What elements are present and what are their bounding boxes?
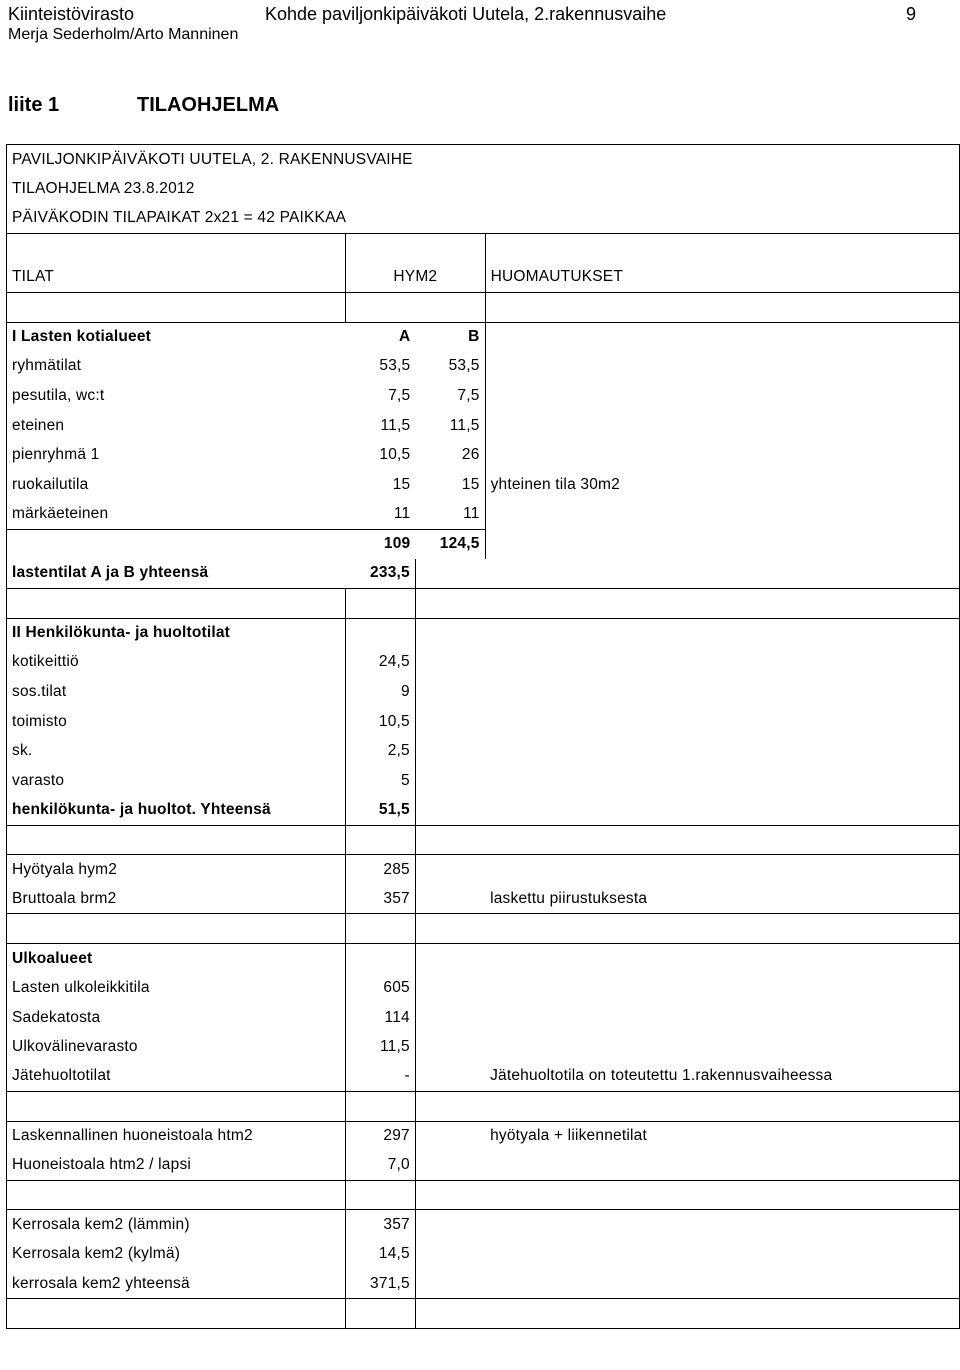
value-b: 7,5 [457, 387, 480, 405]
row-value: 357 [346, 1210, 416, 1240]
row-name: toimisto [7, 707, 346, 737]
row-name: kerrosala kem2 yhteensä [7, 1269, 346, 1299]
table-row [7, 381, 960, 411]
row-name: Kerrosala kem2 (kylmä) [7, 1239, 346, 1269]
table-row [7, 352, 960, 382]
section-header-row [7, 322, 960, 352]
table-date-title: TILAOHJELMA 23.8.2012 [7, 174, 960, 204]
section-header-row [7, 618, 960, 648]
row-name: varasto [7, 766, 346, 796]
value-a: 7,5 [388, 387, 411, 405]
row-name: Hyötyala hym2 [7, 855, 346, 885]
row-note: Jätehuoltotila on toteutettu 1.rakennusvaiheessa [485, 1062, 959, 1092]
spacer-row [7, 1180, 960, 1210]
table-row [7, 1121, 960, 1151]
row-name: ruokailutila [7, 470, 346, 500]
value-b: 11,5 [449, 416, 480, 434]
table-row [7, 470, 960, 500]
row-value: 7,0 [346, 1151, 416, 1181]
value-b: 53,5 [448, 357, 480, 375]
row-note [485, 500, 959, 530]
total-value: 51,5 [346, 796, 416, 826]
spacer-row [7, 1092, 960, 1122]
table-row [7, 736, 960, 766]
header-org: Kiinteistövirasto [8, 4, 135, 24]
row-note [485, 1032, 959, 1062]
row-name: Jätehuoltotilat [7, 1062, 346, 1092]
row-name: pesutila, wc:t [7, 381, 346, 411]
spacer-row [7, 825, 960, 855]
value-a: 53,5 [379, 357, 411, 375]
value-b: 11 [463, 505, 480, 523]
appendix-title: TILAOHJELMA [137, 94, 280, 116]
table-row [7, 677, 960, 707]
row-name: ryhmätilat [7, 352, 346, 382]
row-name: kotikeittiö [7, 648, 346, 678]
row-value: 9 [346, 677, 416, 707]
row-name: Lasten ulkoleikkitila [7, 973, 346, 1003]
row-name: Ulkovälinevarasto [7, 1032, 346, 1062]
row-value: 285 [346, 855, 416, 885]
row-value: 371,5 [346, 1269, 416, 1299]
header-subject: Kohde paviljonkipäiväkoti Uutela, 2.rakennusvaihe [265, 4, 667, 24]
row-name: sos.tilat [7, 677, 346, 707]
col-header-huomautukset: HUOMAUTUKSET [485, 263, 959, 293]
table-row [7, 1210, 960, 1240]
row-name: Laskennallinen huoneistoala htm2 [7, 1121, 346, 1151]
spacer-row [7, 1299, 960, 1329]
col-header-tilat: TILAT [7, 263, 346, 293]
row-note: yhteinen tila 30m2 [485, 470, 959, 500]
value-b: 26 [461, 446, 480, 464]
value-a: 11,5 [380, 416, 411, 434]
row-name: Kerrosala kem2 (lämmin) [7, 1210, 346, 1240]
spacer-row [7, 233, 960, 263]
row-note [485, 440, 959, 470]
spacer-row [7, 292, 960, 322]
table-row [7, 1032, 960, 1062]
appendix-label: liite 1 [8, 94, 60, 116]
subtotal-row [7, 529, 960, 559]
table-row [7, 707, 960, 737]
table-row [7, 1062, 960, 1092]
value-a: 10,5 [379, 446, 411, 464]
table-row [7, 973, 960, 1003]
table-row [7, 1151, 960, 1181]
row-value: 14,5 [346, 1239, 416, 1269]
table-row [7, 884, 960, 914]
row-name: Sadekatosta [7, 1003, 346, 1033]
table-row [7, 500, 960, 530]
row-note [485, 973, 959, 1003]
table-row [7, 855, 960, 885]
row-value: - [346, 1062, 416, 1092]
section-title: I Lasten kotialueet [7, 322, 346, 352]
page-number: 9 [906, 4, 917, 24]
table-title: PAVILJONKIPÄIVÄKOTI UUTELA, 2. RAKENNUSVAIHE [7, 145, 960, 175]
row-name: sk. [7, 736, 346, 766]
value-a: 11 [393, 505, 411, 523]
row-value: 11,5 [346, 1032, 416, 1062]
row-value: 297 [346, 1121, 416, 1151]
row-note [485, 1003, 959, 1033]
col-a-label: A [346, 322, 416, 352]
table-row [7, 1269, 960, 1299]
row-value: 114 [346, 1003, 416, 1033]
table-row [7, 766, 960, 796]
total-row [7, 559, 960, 589]
row-note [485, 352, 959, 382]
table-row [7, 411, 960, 441]
row-name: märkäeteinen [7, 500, 346, 530]
total-label: lastentilat A ja B yhteensä [7, 559, 346, 589]
subtotal-b: 124,5 [415, 529, 485, 559]
row-value: 24,5 [346, 648, 416, 678]
spacer-row [7, 914, 960, 944]
row-value: 10,5 [346, 707, 416, 737]
value-a: 15 [392, 475, 411, 493]
row-value: 5 [346, 766, 416, 796]
title-row [7, 204, 960, 234]
table-row [7, 648, 960, 678]
table-row [7, 440, 960, 470]
table-row [7, 1003, 960, 1033]
row-value: 357 [346, 884, 416, 914]
total-row [7, 796, 960, 826]
value-b: 15 [461, 475, 480, 493]
row-note: laskettu piirustuksesta [485, 884, 959, 914]
col-header-hym2: HYM2 [346, 263, 485, 293]
row-note [485, 381, 959, 411]
title-row [7, 174, 960, 204]
title-row [7, 145, 960, 175]
subtotal-a: 109 [346, 529, 416, 559]
table-row [7, 1239, 960, 1269]
space-program-table [6, 144, 960, 1329]
section-header-row [7, 944, 960, 974]
row-name: eteinen [7, 411, 346, 441]
spacer-row [7, 588, 960, 618]
section-title: II Henkilökunta- ja huoltotilat [7, 618, 346, 648]
row-name: Bruttoala brm2 [7, 884, 346, 914]
table-places-title: PÄIVÄKODIN TILAPAIKAT 2x21 = 42 PAIKKAA [7, 204, 960, 234]
section-title: Ulkoalueet [7, 944, 346, 974]
row-value: 2,5 [346, 736, 416, 766]
row-name: pienryhmä 1 [7, 440, 346, 470]
row-value: 605 [346, 973, 416, 1003]
total-label: henkilökunta- ja huoltot. Yhteensä [7, 796, 346, 826]
row-name: Huoneistoala htm2 / lapsi [7, 1151, 346, 1181]
col-b-label: B [415, 322, 485, 352]
row-note [485, 411, 959, 441]
column-header-row [7, 263, 960, 293]
total-value: 233,5 [370, 564, 410, 582]
header-authors: Merja Sederholm/Arto Manninen [8, 26, 239, 43]
row-note: hyötyala + liikennetilat [485, 1121, 959, 1151]
